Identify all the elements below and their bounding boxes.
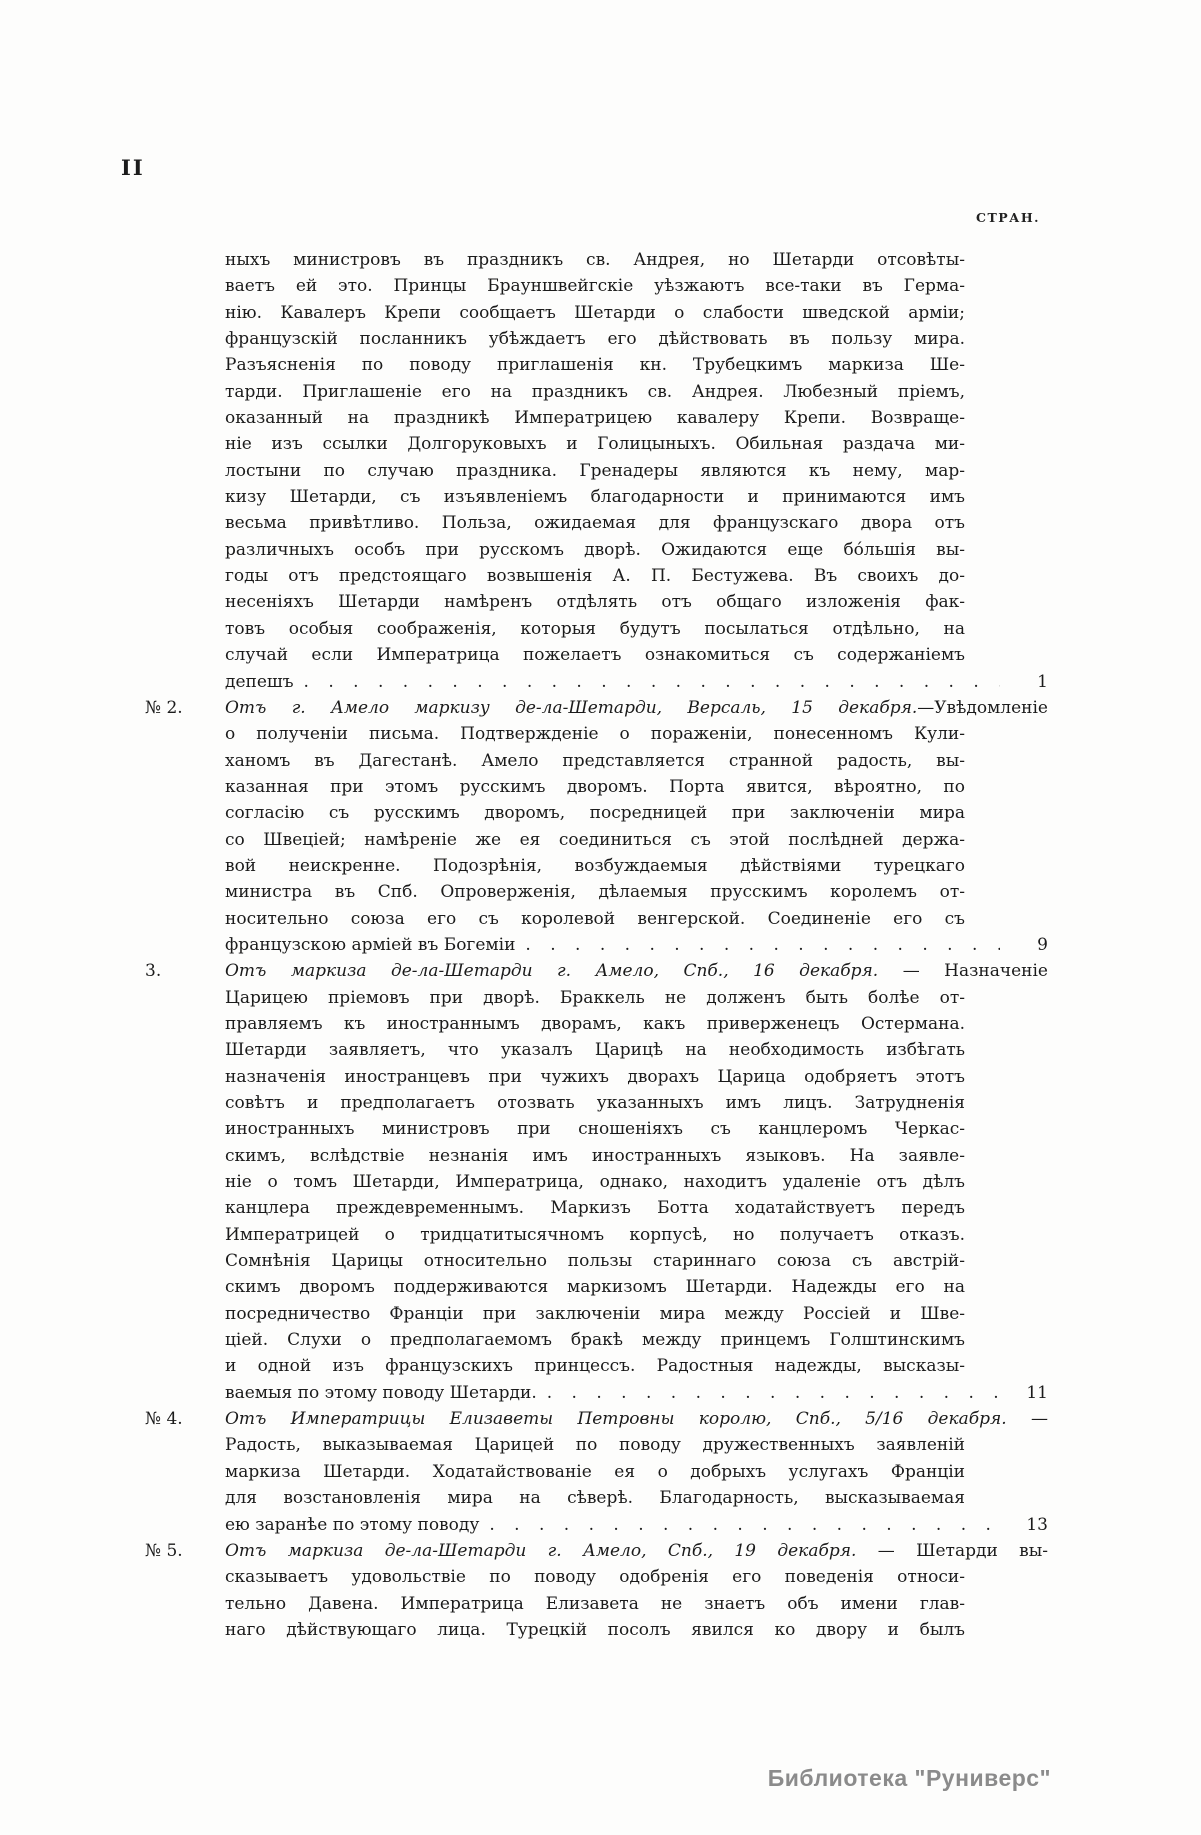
toc-entry	[145, 1538, 1048, 1643]
entry-heading	[225, 695, 1048, 721]
toc-line: ваетъ ей это. Принцы Брауншвейгскіе уѣзжаютъ все-таки въ Герма-	[225, 276, 965, 297]
page-number: 11	[1026, 1382, 1048, 1403]
toc-line: маркиза Шетарди. Ходатайствованіе ея о добрыхъ услугахъ Франціи	[225, 1461, 965, 1482]
toc-line: Радость, выказываемая Царицей по поводу дружественныхъ заявленій	[225, 1435, 965, 1456]
toc-line: Разъясненія по поводу приглашенія кн. Трубецкимъ маркиза Ше-	[225, 355, 965, 376]
toc-entry	[145, 695, 1048, 958]
toc-line: посредничество Франціи при заключеніи мира между Россіей и Шве-	[225, 1303, 965, 1324]
toc-line: сказываетъ удовольствіе по поводу одобренія его поведенія относи-	[225, 1567, 965, 1588]
toc-line: оказанный на праздникѣ Императрицею кавалеру Крепи. Возвраще-	[225, 408, 965, 429]
toc-line: кизу Шетарди, съ изъявленіемъ благодарности и принимаются имъ	[225, 487, 965, 508]
toc-line: ніе изъ ссылки Долгоруковыхъ и Голицыныхъ. Обильная раздача ми-	[225, 434, 965, 455]
toc-line: ныхъ министровъ въ праздникъ св. Андрея, но Шетарди отсовѣты-	[225, 250, 965, 270]
page-number: 1	[1037, 671, 1048, 692]
toc-line: со Швеціей; намѣреніе же ея соединиться съ этой послѣдней держа-	[225, 829, 965, 850]
toc-line: весьма привѣтливо. Польза, ожидаемая для французскаго двора отъ	[225, 513, 965, 534]
toc-line: тельно Давена. Императрица Елизавета не знаетъ объ имени глав-	[225, 1593, 965, 1614]
entry-heading	[225, 958, 1048, 984]
toc-line: Сомнѣнія Царицы относительно пользы стариннаго союза съ австрій-	[225, 1251, 965, 1272]
toc-tail-text: французскою арміей въ Богеміи	[225, 934, 516, 955]
entry-heading-italic: Отъ Императрицы Елизаветы Петровны королю, Спб., 5/16 декабря. —	[225, 1409, 1048, 1430]
toc-tail-text: ваемыя по этому поводу Шетарди.	[225, 1382, 537, 1403]
toc-tail-line	[225, 669, 1048, 695]
entry-heading-rest: — Назначеніе	[878, 961, 1048, 982]
toc-entry	[145, 958, 1048, 1406]
toc-heading-line	[145, 958, 1048, 984]
entry-heading	[225, 1538, 1048, 1564]
entry-heading-italic: Отъ маркиза де-ла-Шетарди г. Амело, Спб., 19 декабря.	[225, 1540, 857, 1561]
toc-line: для возстановленія мира на сѣверѣ. Благодарность, высказываемая	[225, 1488, 965, 1509]
toc-line: правляемъ къ иностраннымъ дворамъ, какъ приверженецъ Остермана.	[225, 1013, 965, 1034]
toc-line: Императрицей о тридцатитысячномъ корпусѣ, но получаетъ отказъ.	[225, 1224, 965, 1245]
toc-line: ціей. Слухи о предполагаемомъ бракѣ между принцемъ Голштинскимъ	[225, 1330, 965, 1351]
entry-heading	[225, 1406, 1048, 1432]
toc-line: иностранныхъ министровъ при сношеніяхъ съ канцлеромъ Черкас-	[225, 1119, 965, 1140]
entry-number: № 5.	[145, 1540, 183, 1561]
entry-number: 3.	[145, 961, 162, 982]
toc-line: годы отъ предстоящаго возвышенія А. П. Бестужева. Въ своихъ до-	[225, 566, 965, 587]
entry-heading-rest: — Шетарди вы-	[856, 1540, 1048, 1561]
toc-line: канцлера преждевременнымъ. Маркизъ Ботта ходатайствуетъ передъ	[225, 1198, 965, 1219]
toc-line: о полученіи письма. Подтвержденіе о пораженіи, понесенномъ Кули-	[225, 724, 965, 745]
entry-heading-rest: —Увѣдомленіе	[917, 697, 1048, 718]
toc-line: казанная при этомъ русскимъ дворомъ. Порта явится, вѣроятно, по	[225, 776, 965, 797]
toc-line: различныхъ особъ при русскомъ дворѣ. Ожидаются еще бо́льшія вы-	[225, 539, 965, 560]
entry-number: № 2.	[145, 697, 183, 718]
toc-line: несеніяхъ Шетарди намѣренъ отдѣлять отъ общаго изложенія фак-	[225, 592, 965, 613]
dot-leader	[547, 1380, 1000, 1406]
page-number: 13	[1026, 1514, 1048, 1535]
toc-line: скимъ дворомъ поддерживаются маркизомъ Шетарди. Надежды его на	[225, 1277, 965, 1298]
toc-line: и одной изъ французскихъ принцессъ. Радостныя надежды, высказы-	[225, 1356, 965, 1377]
toc-line: ніе о томъ Шетарди, Императрица, однако, находитъ удаленіе отъ дѣлъ	[225, 1172, 965, 1193]
toc-entry	[145, 1406, 1048, 1538]
toc-heading-line	[145, 1406, 1048, 1432]
folio-number: II	[121, 155, 145, 180]
toc-line: вой неискренне. Подозрѣнія, возбуждаемыя дѣйствіями турецкаго	[225, 855, 965, 876]
toc-heading-line	[145, 695, 1048, 721]
toc-line: носительно союза его съ королевой венгерской. Соединеніе его съ	[225, 908, 965, 929]
toc-tail-line	[225, 1512, 1048, 1538]
page-column-header: СТРАН.	[976, 210, 1040, 225]
toc-tail-text: ею заранѣе по этому поводу	[225, 1514, 480, 1535]
toc-line: скимъ, вслѣдствіе незнанія имъ иностранныхъ языковъ. На заявле-	[225, 1145, 965, 1166]
toc-line: товъ особыя соображенія, которыя будутъ посылаться отдѣльно, на	[225, 618, 965, 639]
toc-line: согласію съ русскимъ дворомъ, посредницей при заключеніи мира	[225, 803, 965, 824]
dot-leader	[304, 669, 1000, 695]
toc-heading-line	[145, 1538, 1048, 1564]
toc-line: случай если Императрица пожелаетъ ознакомиться съ содержаніемъ	[225, 645, 965, 666]
entry-heading-italic: Отъ г. Амело маркизу де-ла-Шетарди, Версаль, 15 декабря.	[225, 697, 918, 718]
toc-line: Царицею пріемовъ при дворѣ. Браккель не долженъ быть болѣе от-	[225, 987, 965, 1008]
page-number: 9	[1037, 934, 1048, 955]
dot-leader	[525, 932, 1000, 958]
toc-line: назначенія иностранцевъ при чужихъ дворахъ Царица одобряетъ этотъ	[225, 1066, 965, 1087]
toc-line: тарди. Приглашеніе его на праздникъ св. Андрея. Любезный пріемъ,	[225, 381, 965, 402]
dot-leader	[489, 1512, 1000, 1538]
toc-entry	[145, 247, 1048, 695]
toc-line: нію. Кавалеръ Крепи сообщаетъ Шетарди о слабости шведской арміи;	[225, 302, 965, 323]
toc-tail-text: депешъ	[225, 671, 294, 692]
entry-number: № 4.	[145, 1409, 183, 1430]
toc-tail-line	[225, 1380, 1048, 1406]
toc-tail-line	[225, 932, 1048, 958]
toc-line: Шетарди заявляетъ, что указалъ Царицѣ на необходимость избѣгать	[225, 1040, 965, 1061]
toc-line: французскій посланникъ убѣждаетъ его дѣйствовать въ пользу мира.	[225, 329, 965, 350]
toc-line: ханомъ въ Дагестанѣ. Амело представляется странной радость, вы-	[225, 750, 965, 771]
toc-line: совѣтъ и предполагаетъ отозвать указанныхъ имъ лицъ. Затрудненія	[225, 1093, 965, 1113]
toc-line: наго дѣйствующаго лица. Турецкій посолъ явился ко двору и былъ	[225, 1619, 965, 1640]
toc	[145, 247, 1048, 1643]
toc-line: лостыни по случаю праздника. Гренадеры являются къ нему, мар-	[225, 460, 965, 481]
library-watermark: Библиотека "Руниверс"	[767, 1765, 1051, 1791]
toc-line: министра въ Спб. Опроверженія, дѣлаемыя прусскимъ королемъ от-	[225, 882, 965, 903]
entry-heading-italic: Отъ маркиза де-ла-Шетарди г. Амело, Спб., 16 декабря.	[225, 961, 879, 982]
